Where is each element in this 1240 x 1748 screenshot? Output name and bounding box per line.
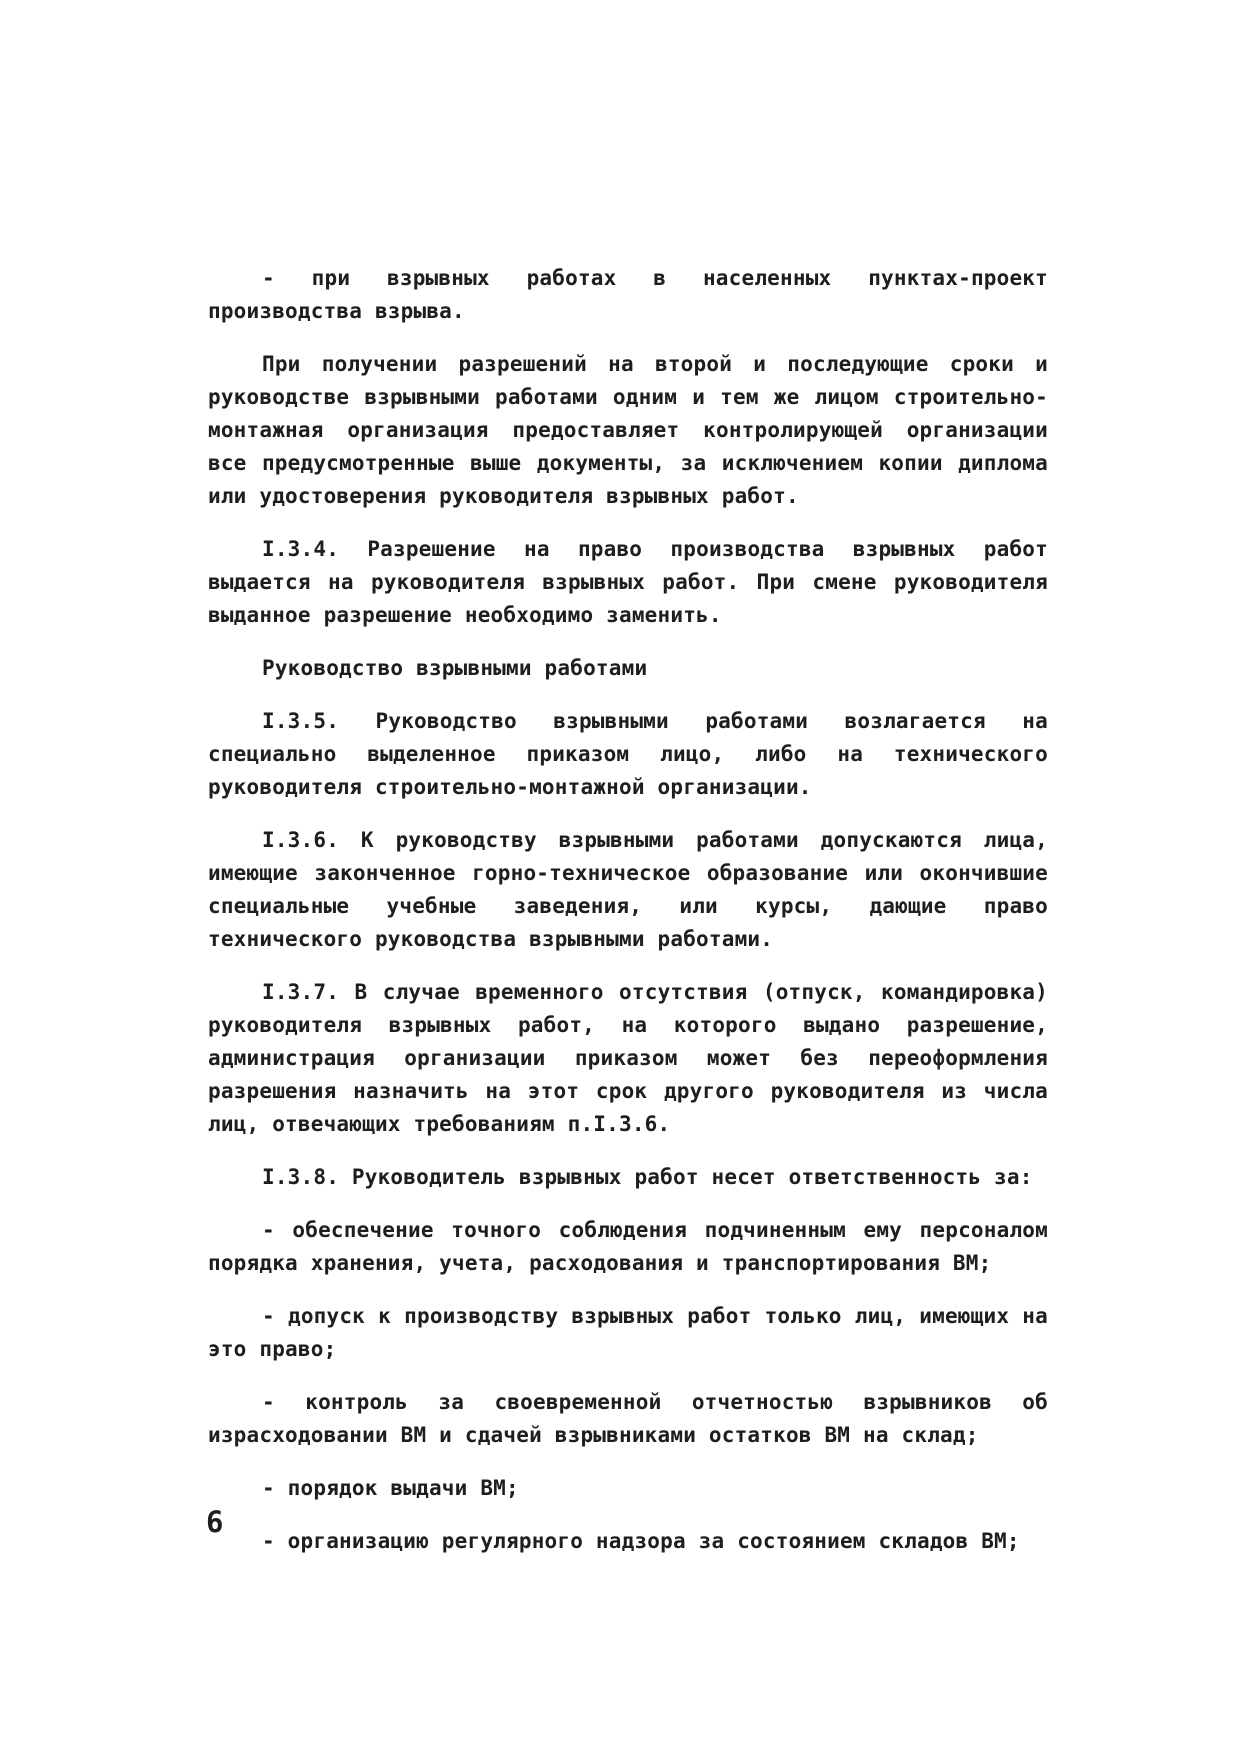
list-item-personnel-compliance: - обеспечение точного соблюдения подчиненным ему персоналом порядка хранения, учета, расходования и транспортирования ВМ; [208,1218,1048,1275]
list-item-reporting-control: - контроль за своевременной отчетностью взрывников об израсходовании ВМ и сдачей взрывниками остатков ВМ на склад; [208,1390,1048,1447]
list-item-warehouse-supervision: - организацию регулярного надзора за состоянием складов ВМ; [262,1529,1020,1553]
list-item-access-control: - допуск к производству взрывных работ только лиц, имеющих на это право; [208,1304,1048,1361]
paragraph-1-3-7: I.3.7. В случае временного отсутствия (отпуск, командировка) руководителя взрывных работ, на которого выдано разрешение, администрация организации приказом может без переоформления разрешения назначить на этот срок другого руководителя из числа лиц, отвечающих требованиям п.I.3.6. [208,980,1048,1136]
section-heading-blasting-management: Руководство взрывными работами [262,656,648,680]
paragraph-repeat-permits: При получении разрешений на второй и последующие сроки и руководстве взрывными работами одним и тем же лицом строительно-монтажная организация предоставляет контролирующей организации все предусмотренные выше документы, за исключением копии диплома или удостоверения руководителя взрывных работ. [208,352,1048,508]
paragraph-1-3-5: I.3.5. Руководство взрывными работами возлагается на специально выделенное приказом лицо, либо на технического руководителя строительно-монтажной организации. [208,709,1048,799]
list-item-issuance-order: - порядок выдачи ВМ; [262,1476,519,1500]
paragraph-permit-docs-settlements: - при взрывных работах в населенных пунктах-проект производства взрыва. [208,266,1048,323]
page-number: 6 [206,1505,224,1539]
paragraph-1-3-4: I.3.4. Разрешение на право производства взрывных работ выдается на руководителя взрывных работ. При смене руководителя выданное разрешение необходимо заменить. [208,537,1048,627]
document-body [208,262,1048,1578]
paragraph-1-3-6: I.3.6. К руководству взрывными работами допускаются лица, имеющие законченное горно-техническое образование или окончившие специальные учебные заведения, или курсы, дающие право технического руководства взрывными работами. [208,828,1048,951]
paragraph-1-3-8: I.3.8. Руководитель взрывных работ несет ответственность за: [262,1165,1033,1189]
